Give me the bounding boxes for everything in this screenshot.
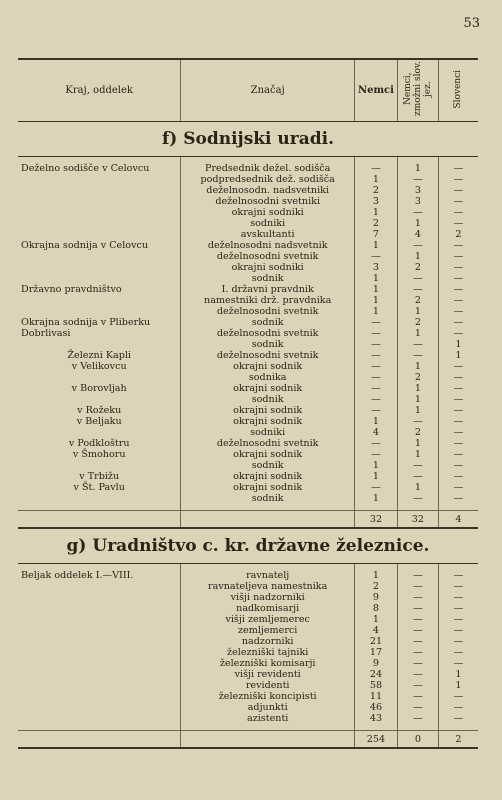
- place-cell: [21, 427, 177, 438]
- section-g-total-slovenci: 2: [438, 731, 478, 749]
- slovenci-cell: —: [453, 372, 464, 383]
- role-cell: okrajni sodniki: [231, 262, 304, 273]
- section-f-slovenci: [438, 163, 478, 504]
- nemci-cell: —: [371, 405, 381, 416]
- role-cell: nadkomisarji: [236, 603, 300, 614]
- place-cell: [21, 262, 177, 273]
- zmozni-cell: 1: [414, 163, 421, 174]
- role-cell: ravnatelj: [246, 570, 290, 581]
- slovenci-cell: —: [453, 218, 464, 229]
- role-cell: deželnosodni nadsvetnik: [207, 240, 328, 251]
- nemci-cell: 11: [369, 691, 383, 702]
- role-cell: sodnik: [251, 273, 284, 284]
- role-cell: železniški komisarji: [219, 658, 316, 669]
- place-cell: [21, 339, 177, 350]
- header-zmozni: Nemci, zmožni slov. jez.: [397, 59, 438, 122]
- nemci-cell: 1: [372, 460, 380, 471]
- role-cell: okrajni sodnik: [233, 449, 303, 460]
- section-g-zmozni: [397, 570, 438, 724]
- zmozni-cell: —: [413, 240, 423, 251]
- place-cell: Državno pravdništvo: [21, 284, 122, 295]
- nemci-cell: 1: [372, 207, 380, 218]
- slovenci-cell: —: [453, 427, 464, 438]
- section-f-body: [18, 163, 478, 504]
- nemci-cell: 24: [369, 669, 383, 680]
- zmozni-cell: —: [413, 273, 423, 284]
- section-g-place-cell: [18, 570, 181, 724]
- role-cell: sodnik: [251, 317, 284, 328]
- role-cell: deželnosodni svetniki: [215, 196, 321, 207]
- zmozni-cell: —: [413, 603, 423, 614]
- section-f-places: [18, 163, 181, 504]
- zmozni-cell: —: [413, 658, 423, 669]
- role-cell: okrajni sodnik: [233, 416, 303, 427]
- slovenci-cell: —: [453, 592, 464, 603]
- zmozni-cell: 1: [414, 438, 421, 449]
- header-place: Kraj, oddelek: [18, 59, 181, 122]
- role-cell: okrajni sodniki: [231, 207, 304, 218]
- zmozni-cell: 2: [414, 262, 421, 273]
- place-cell: [21, 251, 177, 262]
- role-cell: revidenti: [245, 680, 290, 691]
- zmozni-cell: —: [413, 691, 423, 702]
- slovenci-cell: —: [453, 636, 464, 647]
- place-cell: [21, 372, 177, 383]
- zmozni-cell: —: [413, 636, 423, 647]
- zmozni-cell: 1: [414, 251, 421, 262]
- role-cell: deželnosodni svetnik: [216, 328, 319, 339]
- section-g-total-row: [18, 731, 478, 749]
- slovenci-cell: —: [453, 493, 464, 504]
- section-f-roles: [181, 163, 355, 504]
- role-cell: sodnik: [251, 493, 284, 504]
- role-cell: sodnik: [251, 394, 284, 405]
- slovenci-cell: —: [453, 240, 464, 251]
- section-g-title-row: [18, 528, 478, 564]
- role-cell: namestniki drž. pravdnika: [204, 295, 332, 306]
- nemci-cell: 2: [372, 581, 380, 592]
- zmozni-cell: —: [413, 669, 423, 680]
- role-cell: azistenti: [246, 713, 289, 724]
- role-cell: okrajni sodnik: [233, 405, 303, 416]
- slovenci-cell: —: [453, 163, 464, 174]
- nemci-cell: 2: [372, 185, 380, 196]
- slovenci-cell: —: [453, 581, 464, 592]
- role-cell: Predsednik dežel. sodišča: [205, 163, 331, 174]
- slovenci-cell: —: [453, 251, 464, 262]
- slovenci-cell: —: [453, 658, 464, 669]
- place-cell: [21, 207, 177, 218]
- zmozni-cell: —: [413, 702, 423, 713]
- section-g-slovenci: [438, 570, 478, 724]
- role-cell: deželnosodni svetnik: [216, 306, 319, 317]
- role-cell: višji revidenti: [234, 669, 301, 680]
- zmozni-cell: 1: [414, 482, 421, 493]
- slovenci-cell: —: [453, 702, 464, 713]
- section-f-nemci: [354, 163, 397, 504]
- role-cell: okrajni sodnik: [233, 383, 303, 394]
- header-nemci: Nemci: [354, 59, 397, 122]
- zmozni-cell: 2: [414, 427, 421, 438]
- slovenci-cell: 1: [455, 669, 462, 680]
- zmozni-cell: 1: [414, 383, 421, 394]
- section-g-total-zmozni: 0: [397, 731, 438, 749]
- nemci-cell: 7: [372, 229, 380, 240]
- nemci-cell: —: [371, 372, 381, 383]
- role-cell: deželnosodni svetnik: [216, 438, 319, 449]
- slovenci-cell: —: [453, 603, 464, 614]
- nemci-cell: 4: [372, 625, 380, 636]
- slovenci-cell: —: [453, 405, 464, 416]
- place-cell: [21, 273, 177, 284]
- role-cell: višji nadzorniki: [230, 592, 305, 603]
- nemci-cell: —: [371, 328, 381, 339]
- slovenci-cell: —: [453, 383, 464, 394]
- role-cell: sodnik: [251, 339, 284, 350]
- nemci-cell: 1: [372, 493, 380, 504]
- nemci-cell: —: [371, 438, 381, 449]
- section-f-zmozni: [397, 163, 438, 504]
- place-cell: [21, 218, 177, 229]
- nemci-cell: 1: [372, 570, 380, 581]
- zmozni-cell: —: [413, 174, 423, 185]
- slovenci-cell: —: [453, 207, 464, 218]
- slovenci-cell: —: [453, 471, 464, 482]
- zmozni-cell: —: [413, 284, 423, 295]
- section-g-place: Beljak oddelek I.—VIII.: [21, 570, 134, 581]
- nemci-cell: —: [371, 449, 381, 460]
- zmozni-cell: —: [413, 350, 423, 361]
- nemci-cell: —: [371, 383, 381, 394]
- nemci-cell: 2: [372, 218, 380, 229]
- nemci-cell: —: [371, 361, 381, 372]
- role-cell: deželnosodn. nadsvetniki: [206, 185, 330, 196]
- slovenci-cell: —: [453, 361, 464, 372]
- slovenci-cell: —: [453, 482, 464, 493]
- slovenci-cell: —: [453, 647, 464, 658]
- place-cell: v Beljaku: [76, 416, 122, 427]
- place-cell: Dobrlivasi: [21, 328, 71, 339]
- role-cell: deželnosodni svetnik: [216, 350, 319, 361]
- nemci-cell: 21: [369, 636, 383, 647]
- nemci-cell: 1: [372, 273, 380, 284]
- place-cell: v Rožeku: [77, 405, 122, 416]
- zmozni-cell: 1: [414, 405, 421, 416]
- nemci-cell: 9: [372, 658, 380, 669]
- nemci-cell: 58: [369, 680, 383, 691]
- place-cell: [21, 185, 177, 196]
- slovenci-cell: —: [453, 625, 464, 636]
- header-row: [18, 59, 478, 122]
- place-cell: v Velikovcu: [71, 361, 127, 372]
- place-cell: v Trbižu: [79, 471, 120, 482]
- nemci-cell: 43: [369, 713, 383, 724]
- nemci-cell: 1: [372, 284, 380, 295]
- nemci-cell: 1: [372, 416, 380, 427]
- section-g-title: g) Uradništvo c. kr. državne železnice.: [18, 528, 478, 564]
- slovenci-cell: —: [453, 273, 464, 284]
- section-f-title-row: [18, 122, 478, 157]
- slovenci-cell: —: [453, 295, 464, 306]
- zmozni-cell: —: [413, 581, 423, 592]
- role-cell: višji zemljemerec: [225, 614, 310, 625]
- zmozni-cell: —: [413, 680, 423, 691]
- nemci-cell: 9: [372, 592, 380, 603]
- zmozni-cell: 2: [414, 295, 421, 306]
- slovenci-cell: —: [453, 196, 464, 207]
- place-cell: [21, 295, 177, 306]
- zmozni-cell: —: [413, 570, 423, 581]
- section-f-total-row: [18, 511, 478, 529]
- nemci-cell: —: [371, 394, 381, 405]
- nemci-cell: 1: [372, 471, 380, 482]
- place-cell: Železni Kapli: [67, 350, 131, 361]
- nemci-cell: —: [371, 163, 381, 174]
- slovenci-cell: —: [453, 614, 464, 625]
- slovenci-cell: —: [453, 174, 464, 185]
- nemci-cell: —: [371, 317, 381, 328]
- zmozni-cell: —: [413, 416, 423, 427]
- zmozni-cell: —: [413, 713, 423, 724]
- section-f-total-zmozni: 32: [397, 511, 438, 529]
- slovenci-cell: —: [453, 449, 464, 460]
- zmozni-cell: 4: [414, 229, 421, 240]
- role-cell: adjunkti: [247, 702, 288, 713]
- place-cell: [21, 196, 177, 207]
- zmozni-cell: 1: [414, 394, 421, 405]
- role-cell: deželnosodni svetnik: [216, 251, 319, 262]
- place-cell: Okrajna sodnija v Celovcu: [21, 240, 149, 251]
- slovenci-cell: 1: [455, 339, 462, 350]
- role-cell: nadzorniki: [241, 636, 294, 647]
- slovenci-cell: —: [453, 438, 464, 449]
- zmozni-cell: —: [413, 592, 423, 603]
- role-cell: okrajni sodnik: [233, 471, 303, 482]
- role-cell: zemljemerci: [238, 625, 298, 636]
- role-cell: sodniki: [250, 218, 286, 229]
- zmozni-cell: 3: [414, 196, 421, 207]
- header-role: Značaj: [181, 59, 355, 122]
- place-cell: [21, 306, 177, 317]
- section-g-roles: [181, 570, 355, 724]
- nemci-cell: 3: [372, 196, 380, 207]
- role-cell: I. državni pravdnik: [221, 284, 314, 295]
- statistics-table: [18, 58, 478, 749]
- section-g-nemci: [354, 570, 397, 724]
- nemci-cell: —: [371, 482, 381, 493]
- zmozni-cell: 1: [414, 449, 421, 460]
- role-cell: sodnika: [248, 372, 287, 383]
- place-cell: Deželno sodišče v Celovcu: [21, 163, 150, 174]
- slovenci-cell: —: [453, 328, 464, 339]
- nemci-cell: —: [371, 251, 381, 262]
- role-cell: podpredsednik dež. sodišča: [200, 174, 335, 185]
- nemci-cell: 46: [369, 702, 383, 713]
- page-number: 53: [463, 16, 480, 31]
- slovenci-cell: —: [453, 262, 464, 273]
- place-cell: v Podkloštru: [68, 438, 130, 449]
- role-cell: okrajni sodnik: [233, 361, 303, 372]
- role-cell: železniški tajniki: [227, 647, 309, 658]
- zmozni-cell: —: [413, 460, 423, 471]
- zmozni-cell: —: [413, 207, 423, 218]
- zmozni-cell: 1: [414, 218, 421, 229]
- role-cell: avskultanti: [240, 229, 295, 240]
- slovenci-cell: —: [453, 416, 464, 427]
- slovenci-cell: 2: [455, 229, 462, 240]
- nemci-cell: 1: [372, 306, 380, 317]
- zmozni-cell: —: [413, 339, 423, 350]
- zmozni-cell: —: [413, 647, 423, 658]
- section-f-total-nemci: 32: [354, 511, 397, 529]
- place-cell: v Šmohoru: [72, 449, 126, 460]
- slovenci-cell: —: [453, 460, 464, 471]
- nemci-cell: 1: [372, 295, 380, 306]
- zmozni-cell: 2: [414, 372, 421, 383]
- header-slovenci: Slovenci: [438, 59, 478, 122]
- zmozni-cell: —: [413, 493, 423, 504]
- place-cell: [21, 174, 177, 185]
- nemci-cell: —: [371, 339, 381, 350]
- section-f-title: f) Sodnijski uradi.: [18, 122, 478, 157]
- place-cell: [21, 229, 177, 240]
- zmozni-cell: 1: [414, 328, 421, 339]
- nemci-cell: —: [371, 350, 381, 361]
- place-cell: [21, 394, 177, 405]
- nemci-cell: 1: [372, 614, 380, 625]
- zmozni-cell: —: [413, 625, 423, 636]
- nemci-cell: 1: [372, 240, 380, 251]
- nemci-cell: 17: [369, 647, 383, 658]
- place-cell: v Borovljah: [71, 383, 127, 394]
- zmozni-cell: —: [413, 614, 423, 625]
- slovenci-cell: —: [453, 713, 464, 724]
- role-cell: sodniki: [250, 427, 286, 438]
- nemci-cell: 8: [372, 603, 380, 614]
- zmozni-cell: 1: [414, 361, 421, 372]
- role-cell: sodnik: [251, 460, 284, 471]
- slovenci-cell: —: [453, 306, 464, 317]
- slovenci-cell: —: [453, 394, 464, 405]
- zmozni-cell: 1: [414, 306, 421, 317]
- section-g-total-nemci: 254: [354, 731, 397, 749]
- nemci-cell: 1: [372, 174, 380, 185]
- zmozni-cell: —: [413, 471, 423, 482]
- place-cell: v Št. Pavlu: [73, 482, 125, 493]
- role-cell: okrajni sodnik: [233, 482, 303, 493]
- slovenci-cell: —: [453, 570, 464, 581]
- slovenci-cell: —: [453, 185, 464, 196]
- nemci-cell: 3: [372, 262, 380, 273]
- nemci-cell: 4: [372, 427, 380, 438]
- slovenci-cell: —: [453, 317, 464, 328]
- section-f-total-slovenci: 4: [438, 511, 478, 529]
- slovenci-cell: 1: [455, 680, 462, 691]
- place-cell: Okrajna sodnija v Pliberku: [21, 317, 151, 328]
- slovenci-cell: —: [453, 284, 464, 295]
- role-cell: železniški koncipisti: [218, 691, 317, 702]
- zmozni-cell: 3: [414, 185, 421, 196]
- place-cell: [21, 460, 177, 471]
- zmozni-cell: 2: [414, 317, 421, 328]
- place-cell: [21, 493, 177, 504]
- slovenci-cell: 1: [455, 350, 462, 361]
- section-g-body: [18, 570, 478, 724]
- slovenci-cell: —: [453, 691, 464, 702]
- role-cell: ravnateljeva namestnika: [208, 581, 328, 592]
